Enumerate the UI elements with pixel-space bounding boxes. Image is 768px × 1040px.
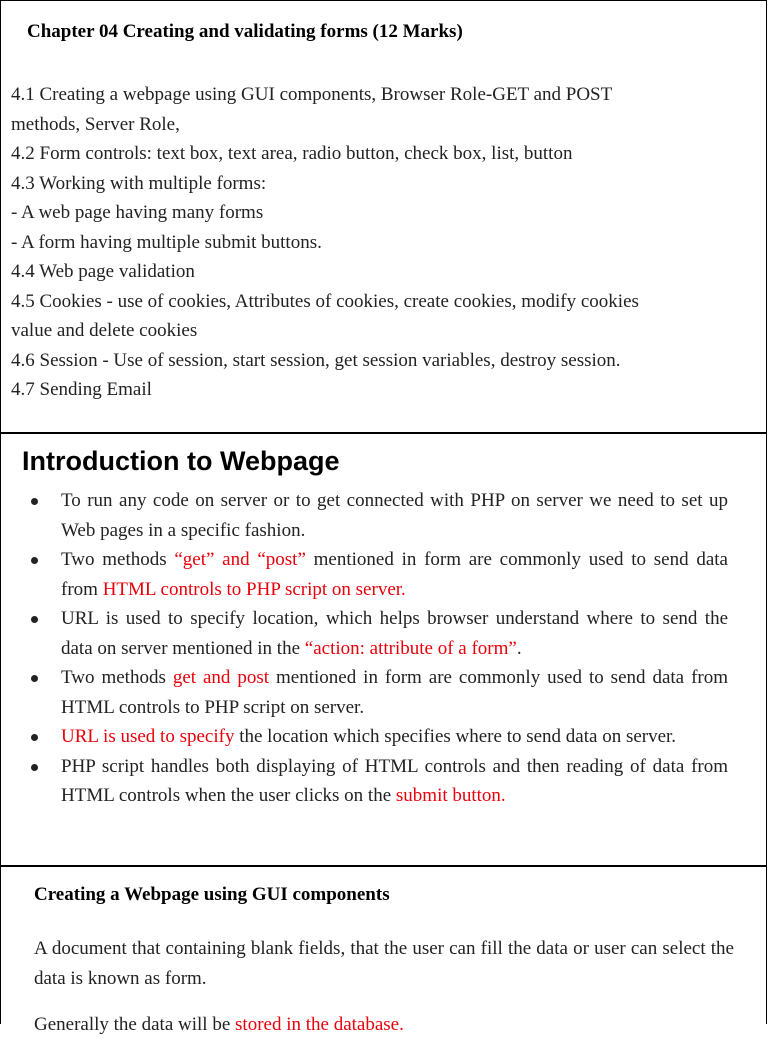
syllabus-line: 4.7 Sending Email (11, 379, 152, 400)
highlighted-text: URL is used to specify (61, 726, 235, 747)
syllabus-line: value and delete cookies (11, 320, 198, 341)
chapter-title: Chapter 04 Creating and validating forms (12 Marks) (27, 21, 463, 42)
text-run: Generally the data will be (34, 1014, 236, 1035)
bullet-dot-icon (31, 675, 38, 682)
text-run: URL is used to specify location, which helps browser understand where to send the data on server mentioned in the (61, 608, 728, 659)
text-run: Two methods (61, 667, 173, 688)
bullet-item (28, 486, 728, 545)
syllabus-line: 4.2 Form controls: text box, text area, radio button, check box, list, button (11, 143, 573, 164)
syllabus-line: 4.5 Cookies - use of cookies, Attributes of cookies, create cookies, modify cookies (11, 290, 639, 312)
highlighted-text: “action: attribute of a form” (304, 637, 517, 659)
syllabus-list (11, 80, 751, 405)
highlighted-text: submit button. (395, 785, 506, 806)
text-run: the location which specifies where to send data on server. (234, 726, 677, 747)
bullet-dot-icon (31, 498, 38, 505)
highlighted-text: “get” and “post” (174, 549, 306, 570)
syllabus-line: methods, Server Role, (11, 113, 180, 135)
syllabus-line: 4.4 Web page validation (11, 261, 195, 282)
syllabus-line: 4.3 Working with multiple forms: (11, 172, 267, 194)
text-run: mentioned in form are commonly used to send data from (61, 549, 728, 600)
text-run: mentioned in form are commonly used to send data from HTML controls to PHP script on server. (61, 667, 729, 718)
bullet-item (28, 604, 728, 663)
syllabus-line: - A form having multiple submit buttons. (11, 231, 322, 253)
highlighted-text: stored in the database. (235, 1014, 404, 1035)
bullet-dot-icon (31, 734, 38, 741)
bullet-dot-icon (31, 764, 38, 771)
bullet-item (28, 752, 728, 811)
form-definition-paragraph: A document that containing blank fields, that the user can fill the data or user can select the data is known as form. (34, 938, 734, 989)
syllabus-line: - A web page having many forms (11, 202, 264, 223)
highlighted-text: get and post (172, 667, 270, 688)
syllabus-line: 4.6 Session - Use of session, start session, get session variables, destroy session. (11, 349, 621, 371)
bullet-item (28, 722, 728, 752)
text-run: Two methods (61, 549, 175, 570)
section-title: Creating a Webpage using GUI components (34, 884, 390, 905)
bullet-item (28, 663, 728, 722)
intro-bullet-list (28, 486, 728, 811)
syllabus-line: 4.1 Creating a webpage using GUI components, Browser Role-GET and POST (11, 84, 613, 105)
intro-title: Introduction to Webpage (22, 446, 340, 476)
highlighted-text: HTML controls to PHP script on server. (102, 578, 406, 600)
bullet-dot-icon (31, 616, 38, 623)
database-paragraph (34, 1010, 734, 1040)
bullet-dot-icon (31, 557, 38, 564)
text-run: . (516, 637, 522, 659)
text-run: To run any code on server or to get connected with PHP on server we need to set up Web pages in a specific fashion. (61, 490, 728, 541)
text-run: PHP script handles both displaying of HTML controls and then reading of data from HTML controls when the user clicks on the (61, 755, 728, 806)
bullet-item (28, 545, 728, 604)
